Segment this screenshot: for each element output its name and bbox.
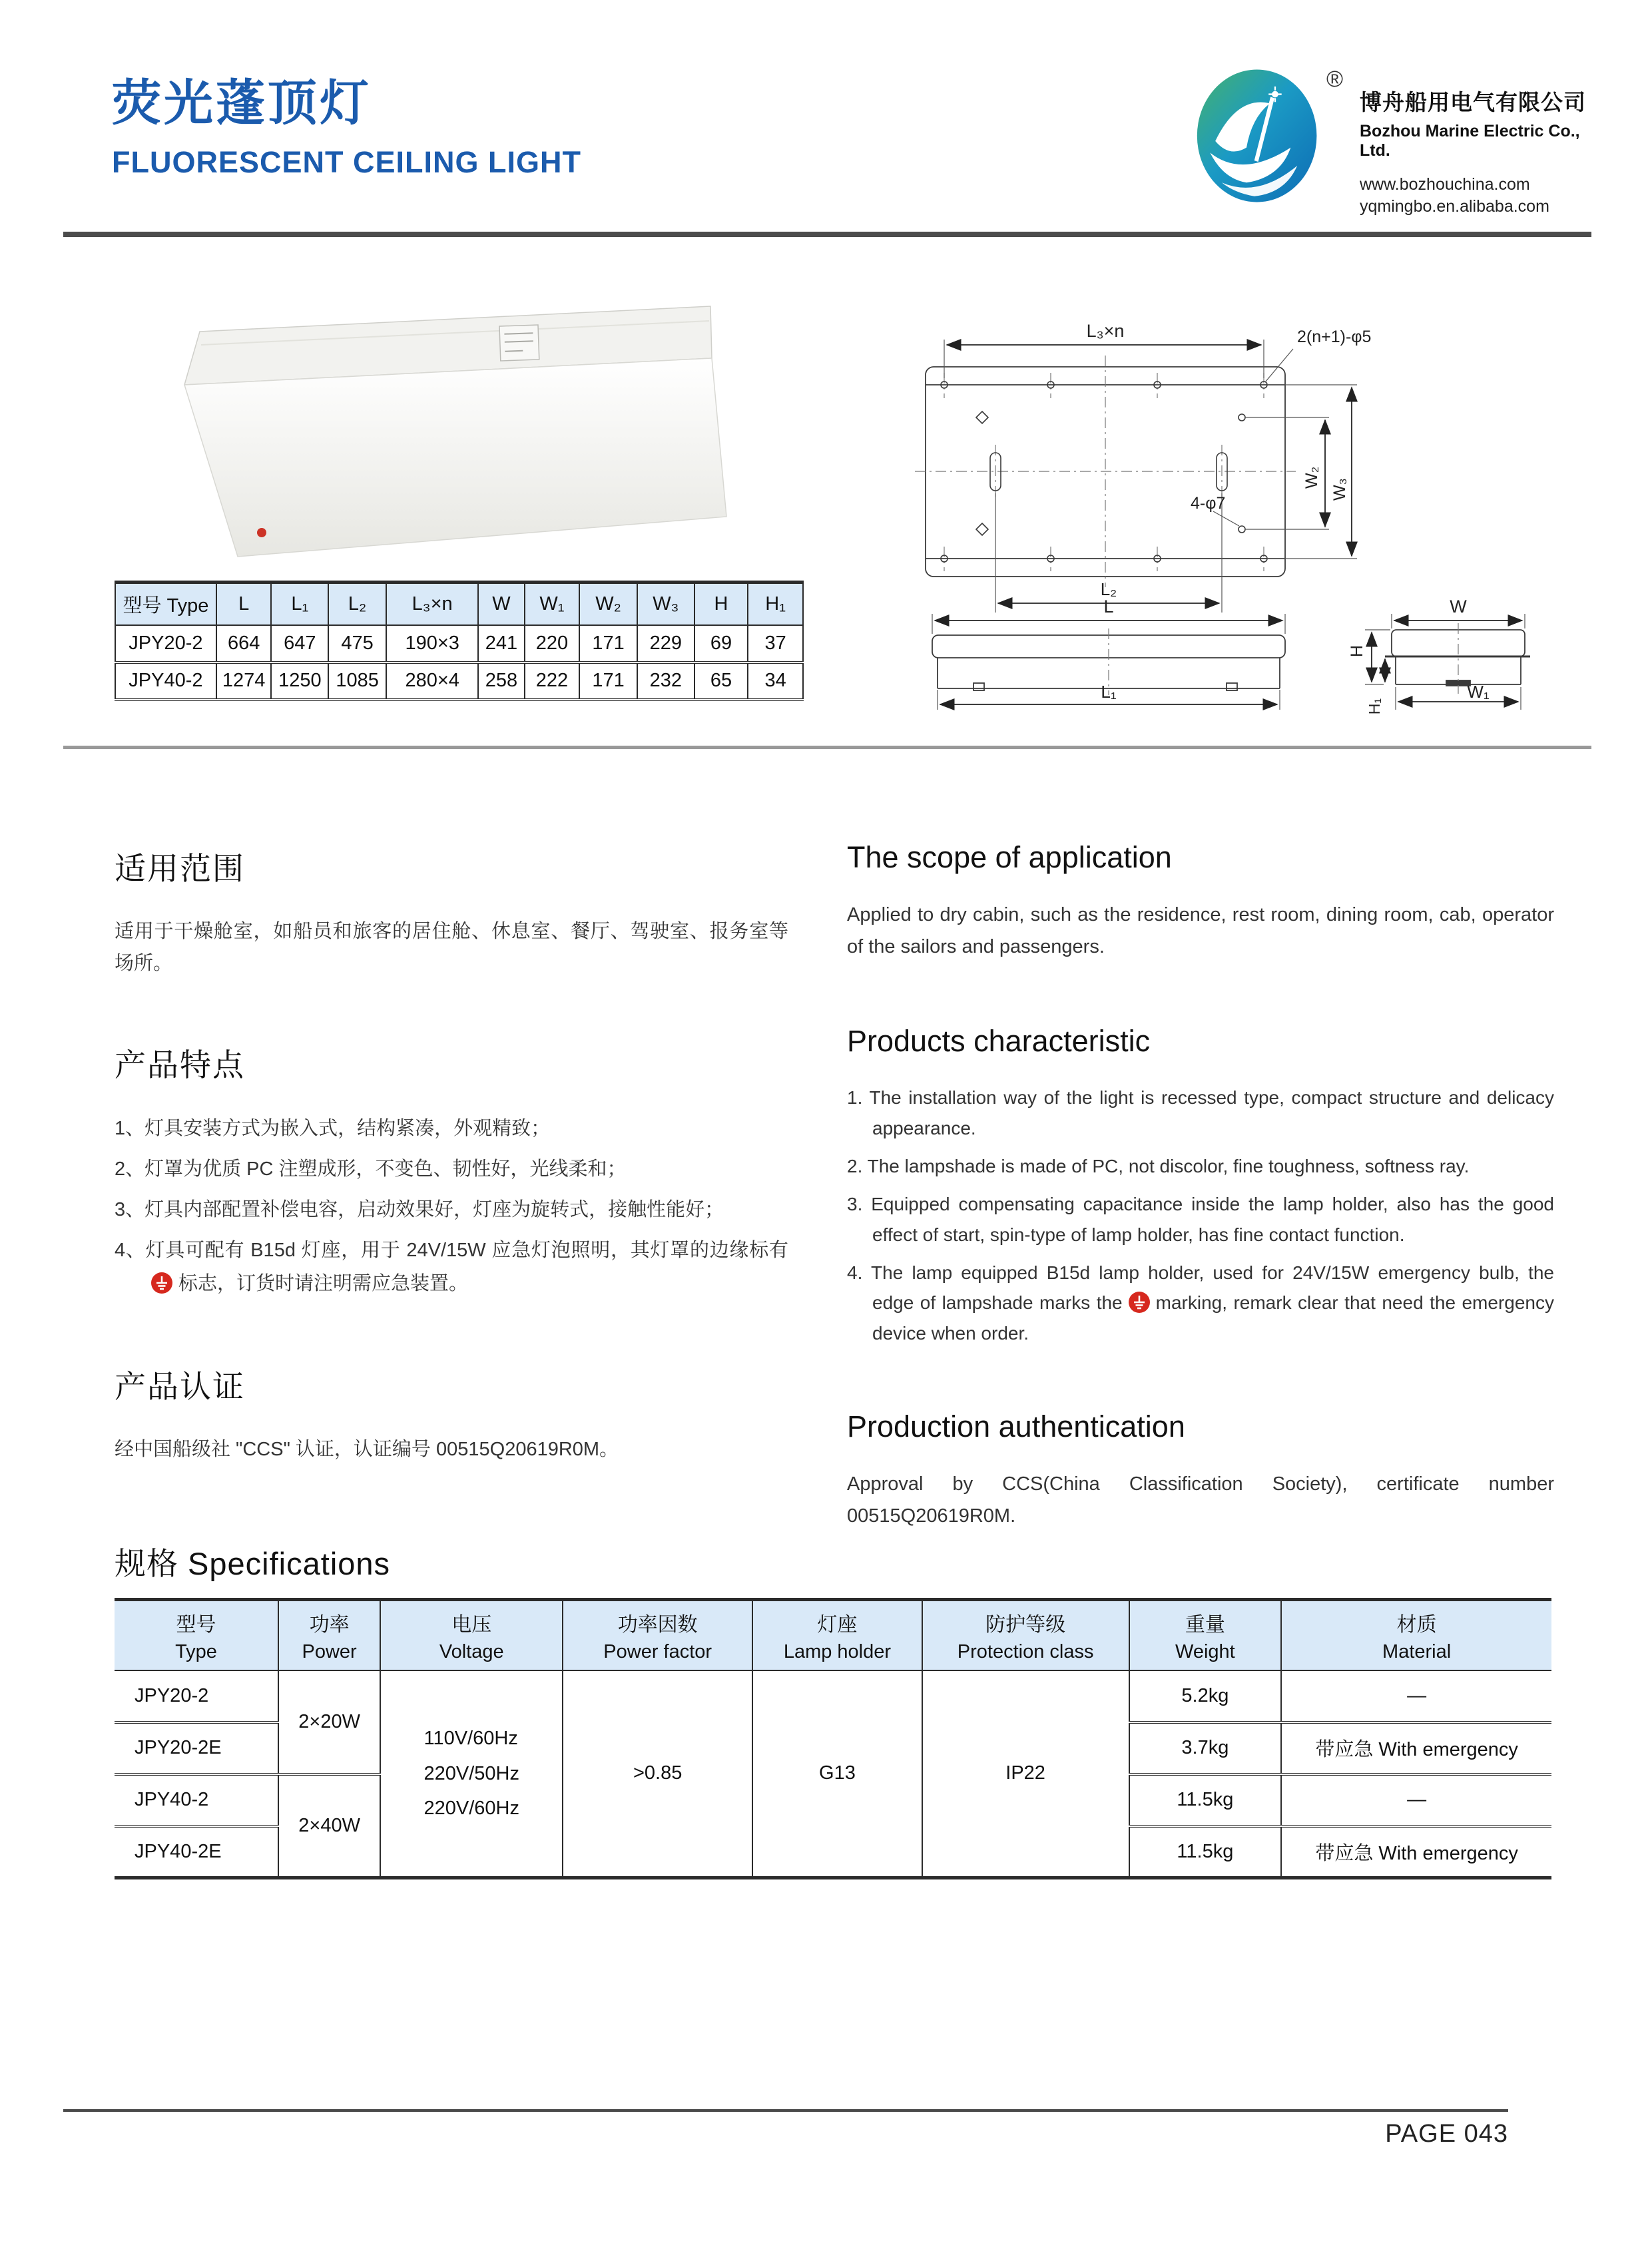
dim-cell: 34: [748, 662, 803, 700]
spec-weight: 3.7kg: [1129, 1722, 1282, 1774]
specifications-table: [115, 1598, 1551, 1879]
scope-body-en: Applied to dry cabin, such as the residence, rest room, dining room, cab, operator of the sailors and passengers.: [847, 904, 1554, 958]
spec-col-type-zh: 型号: [176, 1613, 216, 1636]
header-divider: [63, 232, 1591, 237]
spec-weight: 11.5kg: [1129, 1774, 1282, 1826]
dim-col-type: 型号 Type: [115, 583, 216, 625]
dim-label-l1: L₁: [1101, 682, 1117, 702]
dim-col-w: W: [478, 583, 524, 625]
emergency-dot: [257, 528, 266, 537]
scope-body-zh: 适用于干燥舱室，如船员和旅客的居住舱、休息室、餐厅、驾驶室、报务室等场所。: [115, 921, 788, 975]
spec-weight: 11.5kg: [1129, 1826, 1282, 1878]
dim-label-l3n: L₃×n: [1086, 321, 1125, 341]
dimension-table: [115, 581, 804, 701]
dim-cell: 232: [637, 662, 694, 700]
voltage-line: 220V/60Hz: [423, 1797, 519, 1819]
dim-cell: 229: [637, 625, 694, 662]
technical-drawing: [859, 317, 1598, 716]
characteristic4-text-post: marking, remark clear that need the emergency device when order.: [872, 1292, 1554, 1344]
dim-col-l2: L₂: [328, 583, 386, 625]
company-name-zh: 博舟船用电气有限公司: [1360, 90, 1586, 115]
dim-label-w: W: [1450, 597, 1467, 617]
list-item: [847, 1258, 1554, 1348]
dim-cell: 1085: [328, 662, 386, 700]
section-divider: [63, 746, 1591, 749]
product-photo: [137, 292, 759, 568]
dim-label-l: L: [1103, 597, 1114, 617]
spec-col-material: [1281, 1600, 1551, 1670]
dim-col-h1: H₁: [748, 583, 803, 625]
spec-col-voltage: [380, 1600, 563, 1670]
characteristic4-text-pre: 4. The lamp equipped B15d lamp holder, used for 24V/15W emergency bulb, the edge of lampshade marks the: [847, 1262, 1554, 1314]
spec-col-power-en: Power: [302, 1640, 357, 1662]
dim-cell: 475: [328, 625, 386, 662]
spec-col-power-zh: 功率: [309, 1613, 350, 1636]
list-item: 2、灯罩为优质 PC 注塑成形，不变色、韧性好，光线柔和；: [115, 1158, 627, 1180]
list-item: [115, 1234, 788, 1302]
spec-weight: 5.2kg: [1129, 1670, 1282, 1722]
spec-col-lamp-en: Lamp holder: [783, 1640, 892, 1662]
spec-material: —: [1281, 1774, 1551, 1826]
features-heading-en: Products characteristic: [847, 1024, 1151, 1059]
table-row: [115, 662, 803, 700]
registered-trademark-icon: ®: [1326, 67, 1344, 92]
dim-cell: 280×4: [386, 662, 478, 700]
feature4-text-pre: 4、灯具可配有 B15d 灯座，用于 24V/15W 应急灯泡照明，其灯罩的边缘标有: [115, 1239, 788, 1261]
spec-material: 带应急 With emergency: [1281, 1722, 1551, 1774]
spec-col-voltage-en: Voltage: [439, 1640, 504, 1662]
dim-label-h: H: [1348, 644, 1366, 658]
scope-section-zh: [115, 844, 788, 979]
cert-body-en: Approval by CCS(China Classification Society), certificate number 00515Q20619R0M.: [847, 1473, 1554, 1527]
spec-type: JPY20-2: [115, 1670, 278, 1722]
dim-label-w2: W₂: [1302, 466, 1321, 489]
spec-col-type-en: Type: [175, 1640, 217, 1662]
dim-cell: 190×3: [386, 625, 478, 662]
dim-cell: 171: [579, 625, 637, 662]
product-label: [499, 325, 539, 361]
features-section-en: [847, 1024, 1554, 1348]
cert-heading-en: Production authentication: [847, 1409, 1185, 1444]
spec-col-protection: [922, 1600, 1129, 1670]
voltage-line: 110V/60Hz: [423, 1728, 518, 1750]
dim-col-w2: W₂: [579, 583, 637, 625]
dim-cell: 1250: [271, 662, 328, 700]
dim-cell: 37: [748, 625, 803, 662]
dim-cell: 258: [478, 662, 524, 700]
dim-label-h1: H₁: [1366, 698, 1383, 715]
dim-col-h: H: [694, 583, 748, 625]
spec-col-material-zh: 材质: [1396, 1613, 1437, 1636]
spec-col-lamp-zh: 灯座: [817, 1613, 858, 1636]
dim-cell: 241: [478, 625, 524, 662]
spec-col-pf-zh: 功率因数: [617, 1613, 698, 1636]
list-item: 1. The installation way of the light is recessed type, compact structure and delicacy appearance.: [847, 1087, 1554, 1138]
spec-power-40: 2×40W: [278, 1774, 380, 1878]
spec-power-20: 2×20W: [278, 1670, 380, 1774]
spec-col-weight: [1129, 1600, 1282, 1670]
list-item: 1、灯具安装方式为嵌入式，结构紧凑，外观精致；: [115, 1118, 551, 1140]
spec-table-header-row: [115, 1600, 1551, 1670]
dim-cell: JPY20-2: [115, 625, 216, 662]
spec-type: JPY40-2: [115, 1774, 278, 1826]
spec-protection: IP22: [922, 1670, 1129, 1878]
spec-col-power-factor: [563, 1600, 752, 1670]
footer-divider: [63, 2109, 1508, 2112]
spec-col-power: [278, 1600, 380, 1670]
feature4-text-post: 标志，订货时请注明需应急装置。: [178, 1273, 469, 1295]
spec-col-type: [115, 1600, 278, 1670]
spec-col-material-en: Material: [1382, 1640, 1452, 1662]
dim-cell: JPY40-2: [115, 662, 216, 700]
dim-label-l2: L₂: [1100, 579, 1117, 599]
list-item: 3. Equipped compensating capacitance inside the lamp holder, also has the good effect of start, spin-type of lamp holder, has fine contact function.: [847, 1194, 1554, 1245]
spec-type: JPY20-2E: [115, 1722, 278, 1774]
spec-col-weight-zh: 重量: [1185, 1613, 1225, 1636]
page-number: PAGE 043: [1385, 2120, 1508, 2148]
scope-section-en: [847, 840, 1554, 963]
voltage-line: 220V/50Hz: [423, 1762, 519, 1784]
spec-col-weight-en: Weight: [1175, 1640, 1235, 1662]
scope-heading-zh: 适用范围: [115, 851, 245, 886]
dim-cell: 220: [525, 625, 580, 662]
features-section-zh: [115, 1041, 788, 1301]
spec-voltage: [380, 1670, 563, 1878]
cert-section-en: [847, 1409, 1554, 1532]
company-name-en: Bozhou Marine Electric Co., Ltd.: [1360, 122, 1580, 160]
dim-cell: 647: [271, 625, 328, 662]
spec-lamp-holder: G13: [752, 1670, 922, 1878]
spec-power-factor: >0.85: [563, 1670, 752, 1878]
page-title-block: [112, 64, 581, 180]
chinese-column: [115, 844, 788, 1465]
dim-cell: 69: [694, 625, 748, 662]
table-row: [115, 1670, 1551, 1722]
dim-cell: 664: [216, 625, 272, 662]
dim-cell: 1274: [216, 662, 272, 700]
spec-material: 带应急 With emergency: [1281, 1826, 1551, 1878]
dim-col-w3: W₃: [637, 583, 694, 625]
dim-cell: 171: [579, 662, 637, 700]
company-logo-icon: [1192, 61, 1328, 211]
dim-table-header-row: [115, 583, 803, 625]
dim-cell: 222: [525, 662, 580, 700]
dim-col-l: L: [216, 583, 272, 625]
dim-col-w1: W₁: [525, 583, 580, 625]
features-heading-zh: 产品特点: [115, 1047, 245, 1083]
page-title-en: FLUORESCENT CEILING LIGHT: [112, 145, 581, 179]
list-item: 2. The lampshade is made of PC, not discolor, fine toughness, softness ray.: [847, 1155, 1470, 1176]
spec-col-voltage-zh: 电压: [451, 1613, 492, 1636]
company-info: [1360, 85, 1599, 216]
dim-label-holes5: 2(n+1)-φ5: [1297, 328, 1372, 346]
dim-label-w3: W₃: [1330, 478, 1349, 501]
page-title-zh: 荧光蓬顶灯: [112, 75, 372, 130]
dim-col-l3n: L₃×n: [386, 583, 478, 625]
dim-col-l1: L₁: [271, 583, 328, 625]
dim-cell: 65: [694, 662, 748, 700]
dim-label-w1: W₁: [1467, 682, 1490, 702]
scope-heading-en: The scope of application: [847, 840, 1172, 874]
spec-type: JPY40-2E: [115, 1826, 278, 1878]
emergency-mark-icon: [150, 1272, 173, 1294]
dim-label-holes7: 4-φ7: [1191, 494, 1226, 513]
spec-col-pf-en: Power factor: [603, 1640, 712, 1662]
cert-heading-zh: 产品认证: [115, 1369, 245, 1404]
company-website: www.bozhouchina.com: [1360, 175, 1530, 194]
cert-body-zh: 经中国船级社 "CCS" 认证，认证编号 00515Q20619R0M。: [115, 1439, 619, 1460]
spec-col-protection-en: Protection class: [957, 1640, 1094, 1662]
english-column: [847, 840, 1554, 1532]
list-item: 3、灯具内部配置补偿电容，启动效果好，灯座为旋转式，接触性能好；: [115, 1198, 724, 1220]
spec-heading: 规格 Specifications: [115, 1546, 391, 1581]
table-row: [115, 625, 803, 662]
spec-col-protection-zh: 防护等级: [985, 1613, 1066, 1636]
spec-col-lamp-holder: [752, 1600, 922, 1670]
spec-material: —: [1281, 1670, 1551, 1722]
company-alibaba-site: yqmingbo.en.alibaba.com: [1360, 197, 1549, 216]
emergency-mark-icon: [1128, 1291, 1151, 1314]
cert-section-zh: [115, 1362, 788, 1465]
